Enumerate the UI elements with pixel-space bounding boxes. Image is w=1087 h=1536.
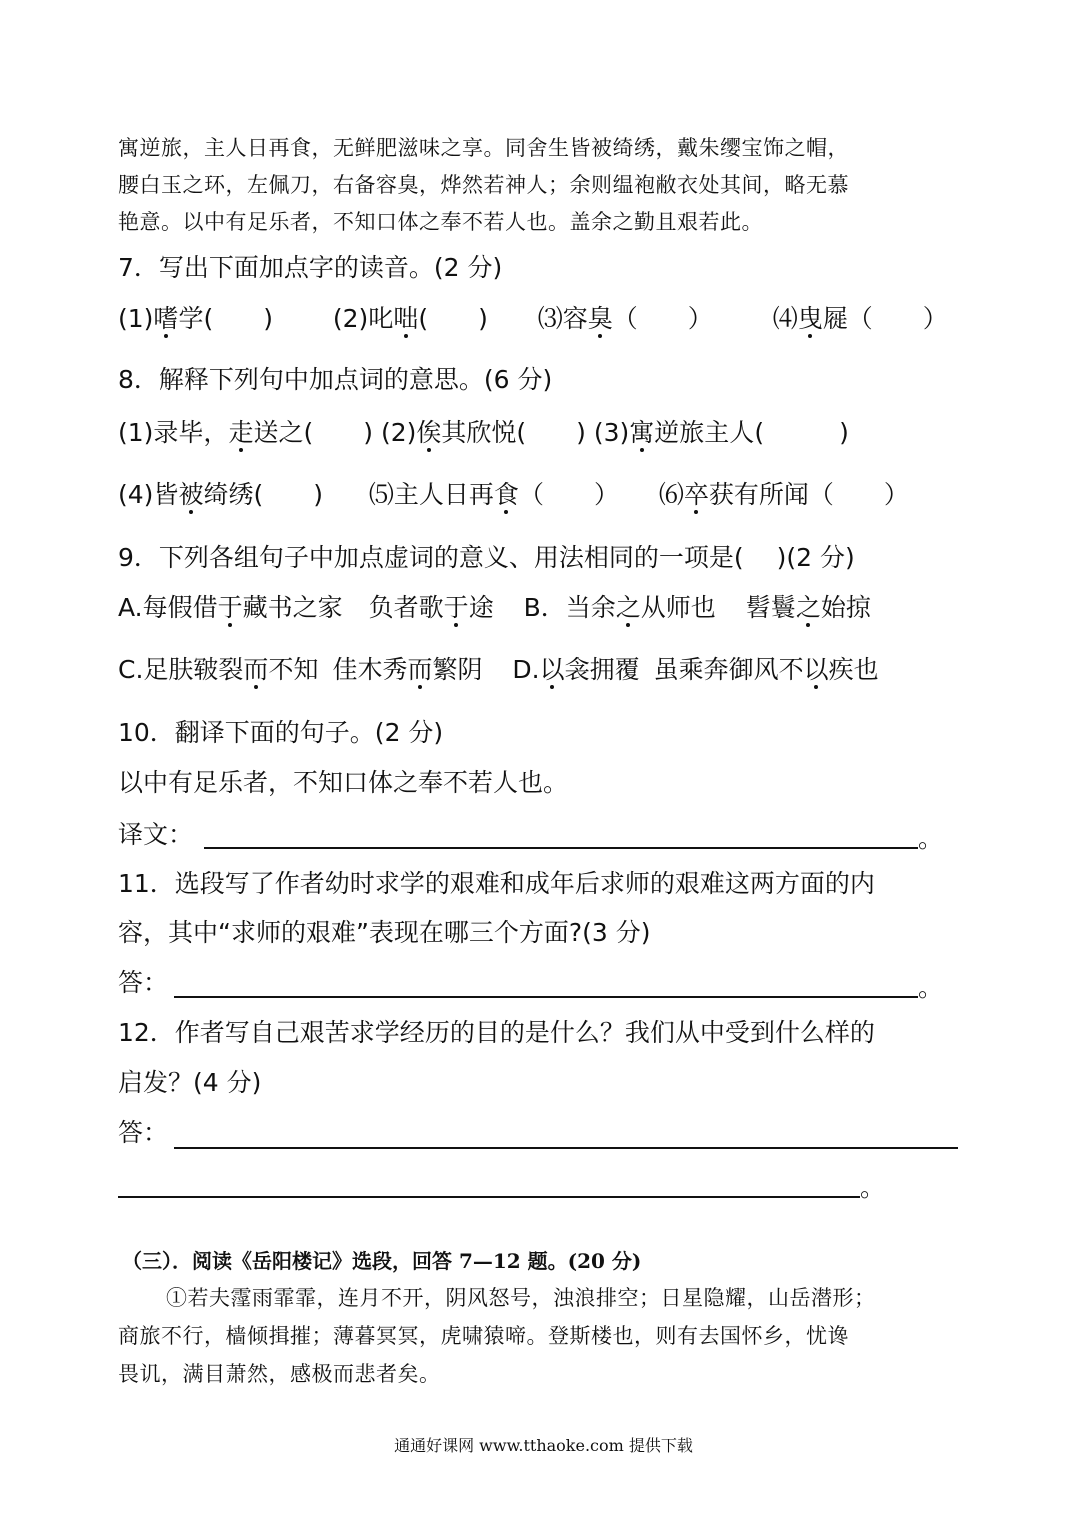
q11-text-line-1: 11．选段写了作者幼时求学的艰难和成年后求师的艰难这两方面的内 (118, 869, 875, 898)
q9-option-a: A.每假借于藏书之家 负者歌于途 (118, 593, 494, 622)
dotted-char: 以 (803, 655, 829, 684)
section-3-line-2: 商旅不行，樯倾揖摧；薄暮冥冥，虎啸猿啼。登斯楼也，则有去国怀乡，忧谗 (118, 1324, 849, 1348)
dotted-char: 以 (539, 655, 565, 684)
q12-answer-line-2[interactable] (118, 1196, 860, 1198)
dotted-char: 俟 (416, 418, 442, 447)
q11-end-mark: 。 (918, 973, 944, 1002)
q7-item-4: ⑷曳屣（ ） (772, 304, 948, 333)
section-3-heading: （三）．阅读《岳阳楼记》选段，回答 7—12 题。(20 分) (122, 1249, 642, 1273)
q8-item-5: ⑸主人日再食（ ） (368, 480, 619, 509)
dotted-char: 曳 (797, 304, 823, 333)
q8-item-4: (4)皆被绮绣( ) (118, 480, 323, 509)
dotted-char: 咄 (393, 304, 419, 333)
dotted-char: 卒 (683, 480, 709, 509)
section-3-line-3: 畏讥，满目萧然，感极而悲者矣。 (118, 1362, 441, 1386)
dotted-char: 嗜 (153, 304, 179, 333)
q7-item-3: ⑶容臭（ ） (537, 304, 713, 333)
q7-title: 7．写出下面加点字的读音。(2 分) (118, 253, 503, 282)
dotted-char: 于 (217, 593, 243, 622)
dotted-char: 被 (178, 480, 204, 509)
q10-answer-label: 译文： (118, 820, 194, 849)
q8-row-2 (118, 482, 909, 507)
dotted-char: 于 (443, 593, 469, 622)
q9-row-cd (118, 657, 879, 682)
dotted-char: 之 (795, 593, 821, 622)
page-footer: 通通好课网 www.tthaoke.com 提供下载 (394, 1436, 693, 1455)
q7-item-1: (1)嗜学( ) (118, 304, 273, 333)
q12-answer-line-1[interactable] (174, 1147, 958, 1149)
q11-answer-label: 答： (118, 968, 169, 997)
q12-text-line-1: 12．作者写自己艰苦求学经历的目的是什么？我们从中受到什么样的 (118, 1018, 875, 1047)
q8-item-1: (1)录毕，走送之( ) (118, 418, 373, 447)
dotted-char: 走 (228, 418, 254, 447)
q8-item-3: (3)寓逆旅主人( ) (593, 418, 849, 447)
q11-text-line-2: 容，其中“求师的艰难”表现在哪三个方面?(3 分) (118, 918, 651, 947)
q9-option-d: D.以衾拥覆 虽乘奔御风不以疾也 (512, 655, 879, 684)
q8-row-1 (118, 420, 849, 445)
q9-option-c: C.足肤皲裂而不知 佳木秀而繁阴 (118, 655, 483, 684)
passage-line-2: 腰白玉之环，左佩刀，右备容臭，烨然若神人；余则缊袍敝衣处其间，略无慕 (118, 173, 849, 197)
q10-sentence: 以中有足乐者，不知口体之奉不若人也。 (118, 768, 569, 797)
q8-title: 8．解释下列句中加点词的意思。(6 分) (118, 365, 553, 394)
q8-item-2: (2)俟其欣悦( ) (380, 418, 586, 447)
q9-title: 9．下列各组句子中加点虚词的意义、用法相同的一项是( )(2 分) (118, 543, 855, 572)
dotted-char: 寓 (629, 418, 655, 447)
q10-title: 10．翻译下面的句子。(2 分) (118, 718, 444, 747)
q10-answer-line[interactable] (204, 847, 918, 849)
section-3-line-1: ①若夫霪雨霏霏，连月不开，阴风怒号，浊浪排空；日星隐耀，山岳潜形； (166, 1286, 876, 1310)
dotted-char: 之 (615, 593, 641, 622)
q10-end-mark: 。 (918, 824, 944, 853)
q11-answer-line[interactable] (174, 996, 918, 998)
passage-line-1: 寓逆旅，主人日再食，无鲜肥滋味之享。同舍生皆被绮绣，戴朱缨宝饰之帽， (118, 136, 849, 160)
q8-item-6: ⑹卒获有所闻（ ） (658, 480, 909, 509)
passage-line-3: 艳意。以中有足乐者，不知口体之奉不若人也。盖余之勤且艰若此。 (118, 210, 763, 234)
dotted-char: 而 (407, 655, 433, 684)
dotted-char: 食 (493, 480, 519, 509)
q7-item-2: (2)叱咄( ) (332, 304, 488, 333)
dotted-char: 臭 (587, 304, 613, 333)
q12-end-mark: 。 (860, 1173, 886, 1202)
q12-answer-label: 答： (118, 1118, 169, 1147)
q7-items (118, 306, 948, 331)
dotted-char: 而 (243, 655, 269, 684)
q9-row-ab (118, 595, 871, 620)
q9-option-b: B．当余之从师也 髫鬟之始掠 (523, 593, 871, 622)
q12-text-line-2: 启发？(4 分) (118, 1068, 262, 1097)
